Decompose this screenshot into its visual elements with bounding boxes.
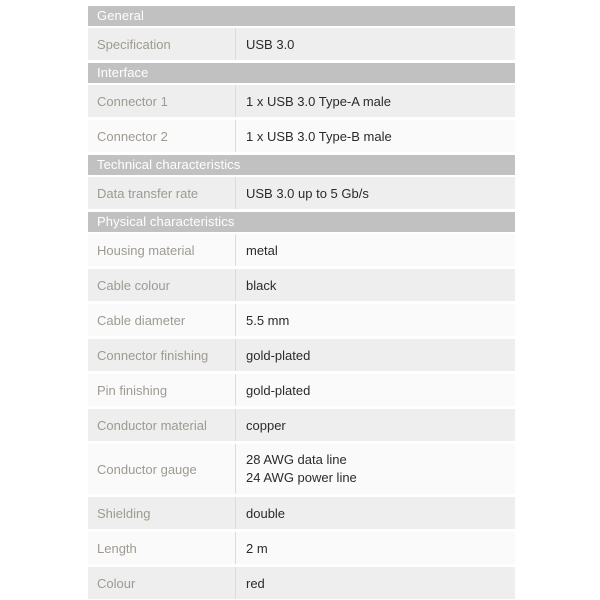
spec-table (88, 6, 515, 600)
spec-value-multiline (246, 451, 357, 487)
spec-value: double (235, 497, 515, 529)
spec-row-connector-finishing (88, 339, 515, 371)
spec-row-length (88, 532, 515, 564)
spec-value: 2 m (235, 532, 515, 564)
spec-value: USB 3.0 (235, 28, 515, 60)
spec-value: 1 x USB 3.0 Type-A male (235, 85, 515, 117)
spec-label: Shielding (97, 505, 151, 521)
spec-row-cable-colour (88, 269, 515, 301)
spec-row-specification (88, 28, 515, 60)
spec-label: Connector finishing (97, 347, 209, 363)
spec-value: gold-plated (235, 374, 515, 406)
spec-row-colour (88, 567, 515, 599)
spec-label: Cable diameter (97, 312, 186, 328)
spec-label: Pin finishing (97, 382, 168, 398)
section-header-interface: Interface (88, 63, 515, 83)
spec-row-shielding (88, 497, 515, 529)
spec-value: 1 x USB 3.0 Type-B male (235, 120, 515, 152)
section-header-technical-characteristics: Technical characteristics (88, 155, 515, 175)
spec-value: red (235, 567, 515, 599)
spec-value: black (235, 269, 515, 301)
spec-value-line: 24 AWG power line (246, 470, 357, 485)
spec-value: USB 3.0 up to 5 Gb/s (235, 177, 515, 209)
spec-label: Data transfer rate (97, 185, 199, 201)
spec-value: gold-plated (235, 339, 515, 371)
spec-row-data-transfer-rate (88, 177, 515, 209)
spec-label: Cable colour (97, 277, 170, 293)
section-header-general: General (88, 6, 515, 26)
section-header-physical-characteristics: Physical characteristics (88, 212, 515, 232)
spec-label: Conductor gauge (97, 461, 197, 477)
spec-row-connector-1 (88, 85, 515, 117)
spec-row-conductor-gauge (88, 444, 515, 494)
spec-value: copper (235, 409, 515, 441)
spec-label: Connector 2 (97, 128, 168, 144)
spec-row-connector-2 (88, 120, 515, 152)
spec-row-housing-material (88, 234, 515, 266)
spec-value-line: 28 AWG data line (246, 452, 347, 467)
spec-label: Colour (97, 575, 136, 591)
spec-row-pin-finishing (88, 374, 515, 406)
spec-value: metal (235, 234, 515, 266)
spec-row-cable-diameter (88, 304, 515, 336)
spec-label: Length (97, 540, 137, 556)
spec-label: Housing material (97, 242, 195, 258)
spec-label: Specification (97, 36, 171, 52)
spec-value (235, 444, 515, 494)
spec-row-conductor-material (88, 409, 515, 441)
spec-label: Conductor material (97, 417, 207, 433)
spec-label: Connector 1 (97, 93, 168, 109)
spec-value: 5.5 mm (235, 304, 515, 336)
